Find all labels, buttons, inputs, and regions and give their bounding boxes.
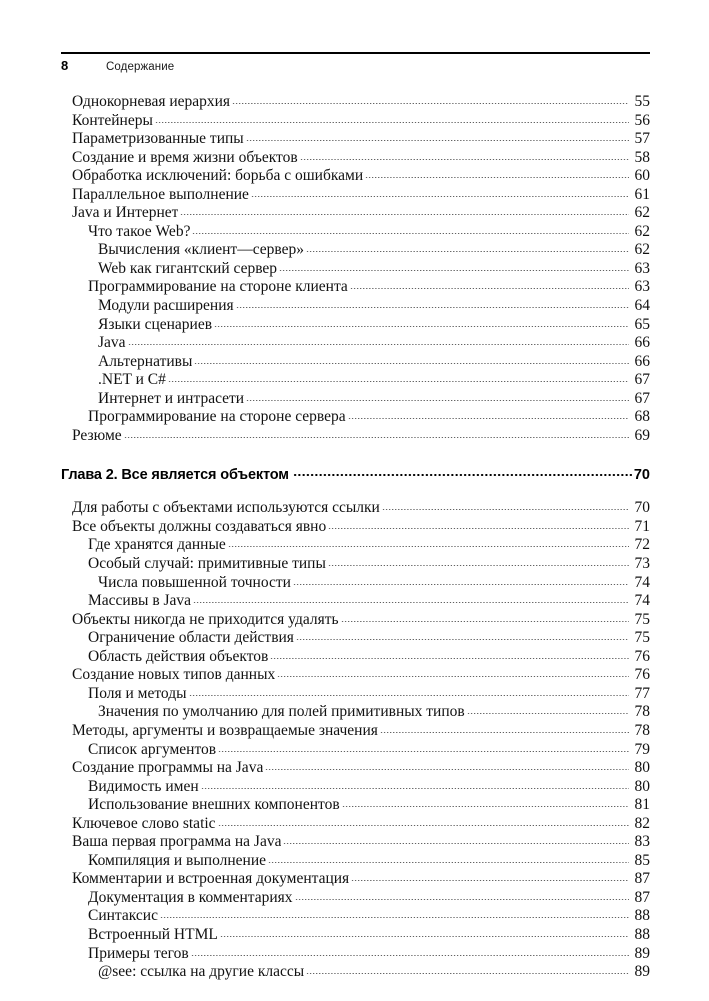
dot-leader (220, 925, 629, 939)
toc-entry-page-number: 87 (634, 888, 650, 906)
toc-entry-page-number: 66 (634, 352, 650, 370)
toc-entry-row[interactable] (61, 740, 650, 759)
toc-entry-page-number: 82 (634, 814, 650, 832)
toc-entry-row[interactable] (61, 203, 650, 222)
toc-entry-row[interactable] (61, 517, 650, 536)
toc-entry-row[interactable] (61, 758, 650, 777)
page-folio: 8 (61, 58, 69, 73)
toc-entry-page-number: 60 (634, 167, 650, 185)
toc-entry-row[interactable] (61, 944, 650, 963)
toc-entry-page-number: 76 (634, 647, 650, 665)
toc-entry-title: Компиляция и выполнение (88, 851, 267, 869)
toc-entry-title: @see: ссылка на другие классы (98, 963, 305, 981)
toc-entry-page-number: 87 (634, 870, 650, 888)
toc-entry-page-number: 80 (634, 759, 650, 777)
toc-entry-page-number: 70 (634, 499, 650, 517)
toc-entry-page-number: 65 (634, 315, 650, 333)
toc-entry-title: Значения по умолчанию для полей примитивных типов (98, 703, 465, 721)
toc-entry-row[interactable] (61, 222, 650, 241)
toc-entry-row[interactable] (61, 684, 650, 703)
toc-entry-title: Методы, аргументы и возвращаемые значения (72, 721, 378, 739)
toc-entry-page-number: 88 (634, 925, 650, 943)
toc-entry-row[interactable] (61, 185, 650, 204)
toc-entry-title: Ключевое слово static (72, 814, 216, 832)
dot-leader (155, 111, 629, 125)
toc-entry-row[interactable] (61, 407, 650, 426)
toc-entry-row[interactable] (61, 259, 650, 278)
toc-entry-page-number: 80 (634, 777, 650, 795)
toc-entry-row[interactable] (61, 795, 650, 814)
toc-entry-page-number: 76 (634, 666, 650, 684)
dot-leader (246, 389, 629, 403)
dot-leader (293, 573, 629, 587)
toc-entry-page-number: 88 (634, 907, 650, 925)
toc-entry-page-number: 57 (634, 130, 650, 148)
dot-leader (124, 426, 629, 440)
toc-entry-title: Список аргументов (88, 740, 217, 758)
toc-entry-page-number: 89 (634, 963, 650, 981)
toc-entry-page-number: 79 (634, 740, 650, 758)
dot-leader (189, 684, 629, 698)
toc-entry-title: Программирование на стороне сервера (88, 408, 346, 426)
toc-entry-row[interactable] (61, 721, 650, 740)
toc-entry-row[interactable] (61, 610, 650, 629)
dot-leader (382, 498, 629, 512)
toc-entry-title: Для работы с объектами используются ссылки (72, 499, 380, 517)
toc-entry-title: Параметризованные типы (72, 130, 244, 148)
toc-entry-row[interactable] (61, 869, 650, 888)
toc-entry-row[interactable] (61, 389, 650, 408)
dot-leader (268, 851, 629, 865)
dot-leader (228, 535, 629, 549)
toc-entry-title: Параллельное выполнение (72, 185, 249, 203)
dot-leader (160, 906, 629, 920)
toc-entry-title: Комментарии и встроенная документация (72, 870, 350, 888)
toc-entry-title: Все объекты должны создаваться явно (72, 517, 327, 535)
toc-entry-page-number: 85 (634, 851, 650, 869)
toc-entry-title: Программирование на стороне клиента (88, 278, 348, 296)
toc-entry-row[interactable] (61, 665, 650, 684)
dot-leader (193, 591, 629, 605)
toc-entry-page-number: 71 (634, 517, 650, 535)
dot-leader (328, 517, 629, 531)
toc-entry-row[interactable] (61, 925, 650, 944)
toc-entry-row[interactable] (61, 240, 650, 259)
toc-entry-title: Резюме (72, 426, 122, 444)
dot-leader (180, 203, 629, 217)
dot-leader (467, 702, 629, 716)
dot-leader (365, 166, 629, 180)
toc-entry-page-number: 66 (634, 334, 650, 352)
toc-entry-title: Где хранятся данные (88, 536, 226, 554)
dot-leader (293, 465, 632, 479)
toc-entry-page-number: 69 (634, 426, 650, 444)
toc-entry-title: Поля и методы (88, 684, 187, 702)
dot-leader (306, 962, 629, 976)
toc-entry-page-number: 74 (634, 592, 650, 610)
toc-entry-page-number: 75 (634, 610, 650, 628)
toc-entry-page-number: 61 (634, 185, 650, 203)
table-of-contents (0, 92, 709, 981)
dot-leader (342, 795, 629, 809)
toc-entry-title: Ваша первая программа на Java (72, 833, 282, 851)
dot-leader (279, 259, 629, 273)
toc-entry-page-number: 72 (634, 536, 650, 554)
dot-leader (283, 832, 629, 846)
toc-entry-title: Вычисления «клиент—сервер» (98, 241, 304, 259)
dot-leader (306, 240, 629, 254)
dot-leader (277, 665, 629, 679)
toc-entry-page-number: 89 (634, 944, 650, 962)
toc-entry-page-number: 68 (634, 408, 650, 426)
toc-entry-page-number: 63 (634, 278, 650, 296)
toc-chapter-row[interactable] (61, 465, 650, 485)
toc-entry-row[interactable] (61, 315, 650, 334)
toc-entry-page-number: 62 (634, 204, 650, 222)
toc-entry-page-number: 62 (634, 222, 650, 240)
toc-entry-title: Контейнеры (72, 111, 153, 129)
toc-entry-title: Использование внешних компонентов (88, 796, 340, 814)
toc-entry-row[interactable] (61, 92, 650, 111)
toc-entry-row[interactable] (61, 129, 650, 148)
toc-entry-row[interactable] (61, 591, 650, 610)
dot-leader (191, 944, 629, 958)
toc-entry-page-number: 58 (634, 148, 650, 166)
toc-entry-page-number: 74 (634, 573, 650, 591)
dot-leader (300, 148, 629, 162)
dot-leader (351, 869, 629, 883)
dot-leader (265, 758, 629, 772)
toc-entry-row[interactable] (61, 296, 650, 315)
toc-entry-page-number: 55 (634, 93, 650, 110)
dot-leader (218, 740, 629, 754)
toc-entry-row[interactable] (61, 573, 650, 592)
toc-entry-title: Особый случай: примитивные типы (88, 555, 326, 573)
toc-entry-title: Синтаксис (88, 907, 158, 925)
toc-entry-row[interactable] (61, 277, 650, 296)
dot-leader (348, 407, 629, 421)
toc-entry-row[interactable] (61, 962, 650, 981)
dot-leader (214, 315, 629, 329)
toc-entry-title: Видимость имен (88, 777, 199, 795)
toc-entry-row[interactable] (61, 535, 650, 554)
toc-entry-title: Создание и время жизни объектов (72, 148, 298, 166)
toc-entry-title: Создание программы на Java (72, 759, 264, 777)
toc-entry-row[interactable] (61, 554, 650, 573)
toc-entry-page-number: 67 (634, 371, 650, 389)
toc-entry-row[interactable] (61, 628, 650, 647)
toc-entry-title: Что такое Web? (88, 222, 191, 240)
toc-entry-row[interactable] (61, 814, 650, 833)
dot-leader (218, 814, 629, 828)
dot-leader (328, 554, 629, 568)
dot-leader (128, 333, 629, 347)
toc-entry-title: Модули расширения (98, 297, 234, 315)
dot-leader (350, 277, 629, 291)
dot-leader (246, 129, 629, 143)
toc-entry-row[interactable] (61, 851, 650, 870)
toc-entry-row[interactable] (61, 370, 650, 389)
dot-leader (251, 185, 629, 199)
toc-entry-title: Интернет и интрасети (98, 389, 245, 407)
toc-entry-title: Примеры тегов (88, 944, 189, 962)
toc-entry-row[interactable] (61, 148, 650, 167)
toc-entry-row[interactable] (61, 166, 650, 185)
toc-entry-title: Документация в комментариях (88, 888, 293, 906)
toc-entry-page-number: 67 (634, 389, 650, 407)
toc-entry-page-number: 81 (634, 796, 650, 814)
toc-entry-title: Массивы в Java (88, 592, 192, 610)
toc-entry-title: Ограничение области действия (88, 629, 294, 647)
toc-entry-row[interactable] (61, 498, 650, 517)
toc-entry-title: .NET и C# (98, 371, 166, 389)
toc-entry-page-number: 78 (634, 703, 650, 721)
toc-entry-page-number: 77 (634, 684, 650, 702)
toc-entry-row[interactable] (61, 888, 650, 907)
dot-leader (232, 92, 629, 106)
dot-leader (270, 647, 629, 661)
toc-entry-title: Создание новых типов данных (72, 666, 276, 684)
toc-entry-row[interactable] (61, 777, 650, 796)
toc-entry-page-number: 83 (634, 833, 650, 851)
toc-entry-title: Встроенный HTML (88, 925, 218, 943)
toc-entry-page-number: 75 (634, 629, 650, 647)
toc-entry-title: Java (98, 334, 126, 352)
dot-leader (295, 888, 629, 902)
running-head-title: Содержание (106, 61, 175, 73)
toc-entry-title: Обработка исключений: борьба с ошибками (72, 167, 364, 185)
toc-entry-page-number: 64 (634, 297, 650, 315)
toc-entry-row[interactable] (61, 832, 650, 851)
dot-leader (380, 721, 629, 735)
toc-entry-row[interactable] (61, 333, 650, 352)
toc-entry-row[interactable] (61, 702, 650, 721)
toc-entry-title: Языки сценариев (98, 315, 213, 333)
toc-entry-row[interactable] (61, 352, 650, 371)
dot-leader (201, 777, 629, 791)
toc-entry-page-number: 63 (634, 259, 650, 277)
header-rule (61, 52, 650, 54)
toc-entry-title: Числа повышенной точности (98, 573, 291, 591)
toc-entry-page-number: 62 (634, 241, 650, 259)
dot-leader (236, 296, 629, 310)
toc-entry-title: Однокорневая иерархия (72, 93, 231, 110)
toc-entry-page-number: 73 (634, 555, 650, 573)
toc-entry-title: Java и Интернет (72, 204, 179, 222)
toc-entry-row[interactable] (61, 906, 650, 925)
running-head (61, 59, 650, 75)
toc-entry-title: Web как гигантский сервер (98, 259, 278, 277)
toc-entry-row[interactable] (61, 111, 650, 130)
toc-entry-page-number: 78 (634, 721, 650, 739)
toc-entry-row[interactable] (61, 647, 650, 666)
toc-chapter-page-number: 70 (633, 466, 650, 483)
toc-entry-row[interactable] (61, 426, 650, 445)
dot-leader (194, 352, 629, 366)
toc-entry-title: Альтернативы (98, 352, 193, 370)
toc-chapter-title: Глава 2. Все является объектом (61, 466, 289, 483)
dot-leader (296, 628, 629, 642)
toc-entry-page-number: 56 (634, 111, 650, 129)
dot-leader (341, 610, 629, 624)
dot-leader (168, 370, 629, 384)
toc-entry-title: Область действия объектов (88, 647, 269, 665)
dot-leader (192, 222, 629, 236)
toc-entry-title: Объекты никогда не приходится удалять (72, 610, 339, 628)
